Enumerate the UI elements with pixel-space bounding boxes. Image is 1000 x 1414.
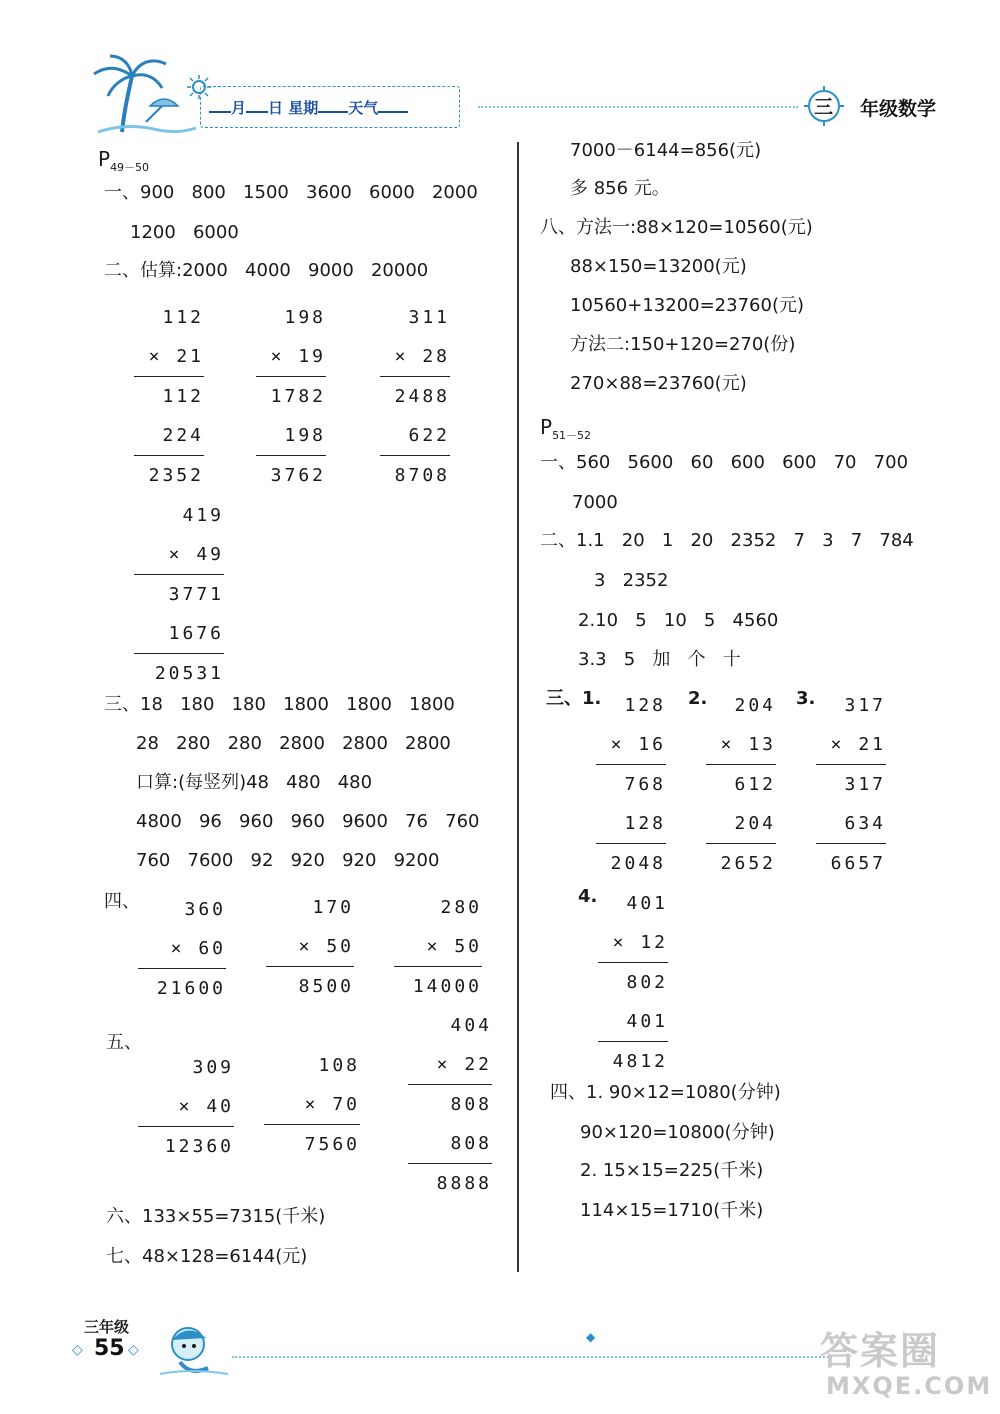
diamond-icon: ◇ xyxy=(72,1342,83,1358)
calc-line: 634 xyxy=(816,804,886,844)
page-number: 55 xyxy=(94,1336,125,1361)
calc-block-s4a xyxy=(138,890,226,1008)
weather-label: 天气 xyxy=(348,99,379,117)
right-line-4: 88×150=13200(元) xyxy=(570,256,747,277)
calc-line: × 70 xyxy=(264,1085,360,1125)
calc-block-c xyxy=(380,298,450,495)
calc-line: × 49 xyxy=(134,535,224,575)
calc-line: 108 xyxy=(318,1055,360,1076)
left-section-3-b: 28 280 280 2800 2800 2800 xyxy=(136,733,451,754)
calc-line: 808 xyxy=(408,1124,492,1164)
calc-line: 317 xyxy=(844,695,886,716)
day-label: 日 xyxy=(268,99,284,117)
calc-block-s4b xyxy=(266,888,354,1006)
weekday-label: 星期 xyxy=(288,99,319,117)
right-section-2-c: 2.10 5 10 5 4560 xyxy=(578,610,779,631)
calc-line: 401 xyxy=(598,1002,668,1042)
diamond-icon: ◇ xyxy=(128,1342,139,1358)
calc-line: 401 xyxy=(626,893,668,914)
calc-line: 612 xyxy=(734,774,776,795)
right-section-4-d: 114×15=1710(千米) xyxy=(580,1200,764,1221)
calc-line: 2352 xyxy=(148,465,204,486)
calc-block-s5c xyxy=(408,1006,492,1203)
right-section-1-a: 一、560 5600 60 600 600 70 700 xyxy=(540,452,909,473)
date-weather-line xyxy=(209,97,408,118)
left-section-6: 六、133×55=7315(千米) xyxy=(106,1206,326,1227)
calc-line: 1782 xyxy=(270,386,326,407)
calc-line: 112 xyxy=(162,386,204,407)
calc-block-r1 xyxy=(596,686,666,883)
calc-line: 404 xyxy=(450,1015,492,1036)
calc-line: 360 xyxy=(184,899,226,920)
right-section-3-item2: 2. xyxy=(688,688,708,709)
left-section-2: 二、估算:2000 4000 9000 20000 xyxy=(104,260,429,281)
calc-line: × 40 xyxy=(138,1087,234,1127)
right-line-6: 方法二:150+120=270(份) xyxy=(570,334,796,355)
left-section-3-e: 760 7600 92 920 920 9200 xyxy=(136,850,440,871)
right-line-1: 7000－6144=856(元) xyxy=(570,140,762,161)
right-section-2-b: 3 2352 xyxy=(594,570,669,591)
left-section-4-label: 四、 xyxy=(104,891,140,912)
calc-block-r4 xyxy=(598,884,668,1081)
right-section-1-b: 7000 xyxy=(572,492,618,513)
right-section-4-b: 90×120=10800(分钟) xyxy=(580,1122,775,1143)
calc-line: 170 xyxy=(312,897,354,918)
footer-grade-label: 三年级 xyxy=(84,1318,130,1336)
character-mascot-icon xyxy=(150,1320,230,1380)
calc-line: 3771 xyxy=(168,584,224,605)
column-divider xyxy=(517,142,519,1272)
calc-line: 622 xyxy=(380,416,450,456)
left-section-3-d: 4800 96 960 960 9600 76 760 xyxy=(136,811,480,832)
calc-line: × 13 xyxy=(706,725,776,765)
calc-line: 8888 xyxy=(436,1173,492,1194)
palm-tree-icon xyxy=(88,52,198,138)
right-section-3-item3: 3. xyxy=(796,688,816,709)
calc-line: 198 xyxy=(256,416,326,456)
date-weather-box xyxy=(200,86,460,128)
right-section-3-item4: 4. xyxy=(578,886,598,907)
right-section-4-c: 2. 15×15=225(千米) xyxy=(580,1160,764,1181)
calc-line: 309 xyxy=(192,1057,234,1078)
calc-block-s4c xyxy=(394,888,482,1006)
right-section-3-label: 三、1. xyxy=(546,688,602,709)
diamond-icon: ◆ xyxy=(586,1330,596,1344)
left-section-7: 七、48×128=6144(元) xyxy=(106,1246,308,1267)
calc-line: 311 xyxy=(408,307,450,328)
right-section-4-a: 四、1. 90×12=1080(分钟) xyxy=(550,1082,781,1103)
calc-line: × 50 xyxy=(266,927,354,967)
right-line-5: 10560+13200=23760(元) xyxy=(570,295,804,316)
calc-line: 8708 xyxy=(394,465,450,486)
calc-line: 3762 xyxy=(270,465,326,486)
right-line-7: 270×88=23760(元) xyxy=(570,373,747,394)
grade-char: 三 xyxy=(814,96,834,118)
left-section-1-b: 1200 6000 xyxy=(130,222,239,243)
right-line-2: 多 856 元。 xyxy=(570,178,670,199)
calc-line: 224 xyxy=(134,416,204,456)
grade-badge xyxy=(804,86,844,126)
calc-line: × 28 xyxy=(380,337,450,377)
calc-line: 808 xyxy=(450,1094,492,1115)
calc-line: 204 xyxy=(734,695,776,716)
calc-line: × 22 xyxy=(408,1045,492,1085)
calc-line: 317 xyxy=(844,774,886,795)
left-section-5-label: 五、 xyxy=(106,1032,142,1053)
calc-line: × 50 xyxy=(394,927,482,967)
subject-title: 年级数学 xyxy=(860,98,937,120)
calc-line: 2048 xyxy=(610,853,666,874)
calc-line: × 12 xyxy=(598,923,668,963)
left-section-3-c: 口算:(每竖列)48 480 480 xyxy=(136,772,373,793)
calc-line: 21600 xyxy=(156,978,226,999)
calc-line: × 60 xyxy=(138,929,226,969)
month-label: 月 xyxy=(231,99,247,117)
calc-line: 768 xyxy=(624,774,666,795)
calc-line: 128 xyxy=(596,804,666,844)
right-section-2-d: 3.3 5 加 个 十 xyxy=(578,649,741,670)
calc-block-r2 xyxy=(706,686,776,883)
calc-block-b xyxy=(256,298,326,495)
calc-block-s5a xyxy=(138,1048,234,1166)
calc-line: 280 xyxy=(440,897,482,918)
calc-line: 6657 xyxy=(830,853,886,874)
calc-line: 12360 xyxy=(164,1136,234,1157)
calc-line: × 21 xyxy=(134,337,204,377)
calc-line: 4812 xyxy=(612,1051,668,1072)
calc-line: 8500 xyxy=(298,976,354,997)
calc-line: 204 xyxy=(706,804,776,844)
left-section-1-a: 一、900 800 1500 3600 6000 2000 xyxy=(104,182,478,203)
calc-line: 2652 xyxy=(720,853,776,874)
right-section-2-a: 二、1.1 20 1 20 2352 7 3 7 784 xyxy=(540,530,914,551)
calc-line: 198 xyxy=(284,307,326,328)
right-line-3: 八、方法一:88×120=10560(元) xyxy=(540,217,813,238)
calc-line: × 19 xyxy=(256,337,326,377)
calc-line: 802 xyxy=(626,972,668,993)
page-ref-left: $P_{49-50}$ xyxy=(98,147,150,174)
calc-block-r3 xyxy=(816,686,886,883)
watermark-url: MXQE.COM xyxy=(826,1372,993,1400)
calc-line: 1676 xyxy=(134,614,224,654)
watermark-logo: 答案圈 xyxy=(820,1329,941,1373)
page-ref-right: $P_{51-52}$ xyxy=(540,415,592,442)
calc-line: × 16 xyxy=(596,725,666,765)
calc-block-a xyxy=(134,298,204,495)
calc-line: 419 xyxy=(182,505,224,526)
calc-line: × 21 xyxy=(816,725,886,765)
calc-line: 14000 xyxy=(412,976,482,997)
calc-block-s5b xyxy=(264,1046,360,1164)
calc-line: 2488 xyxy=(394,386,450,407)
header-divider xyxy=(478,106,798,108)
calc-line: 20531 xyxy=(154,663,224,684)
footer-divider xyxy=(232,1356,832,1358)
calc-line: 128 xyxy=(624,695,666,716)
calc-block-d xyxy=(134,496,224,693)
calc-line: 7560 xyxy=(304,1134,360,1155)
left-section-3-a: 三、18 180 180 1800 1800 1800 xyxy=(104,694,455,715)
calc-line: 112 xyxy=(162,307,204,328)
